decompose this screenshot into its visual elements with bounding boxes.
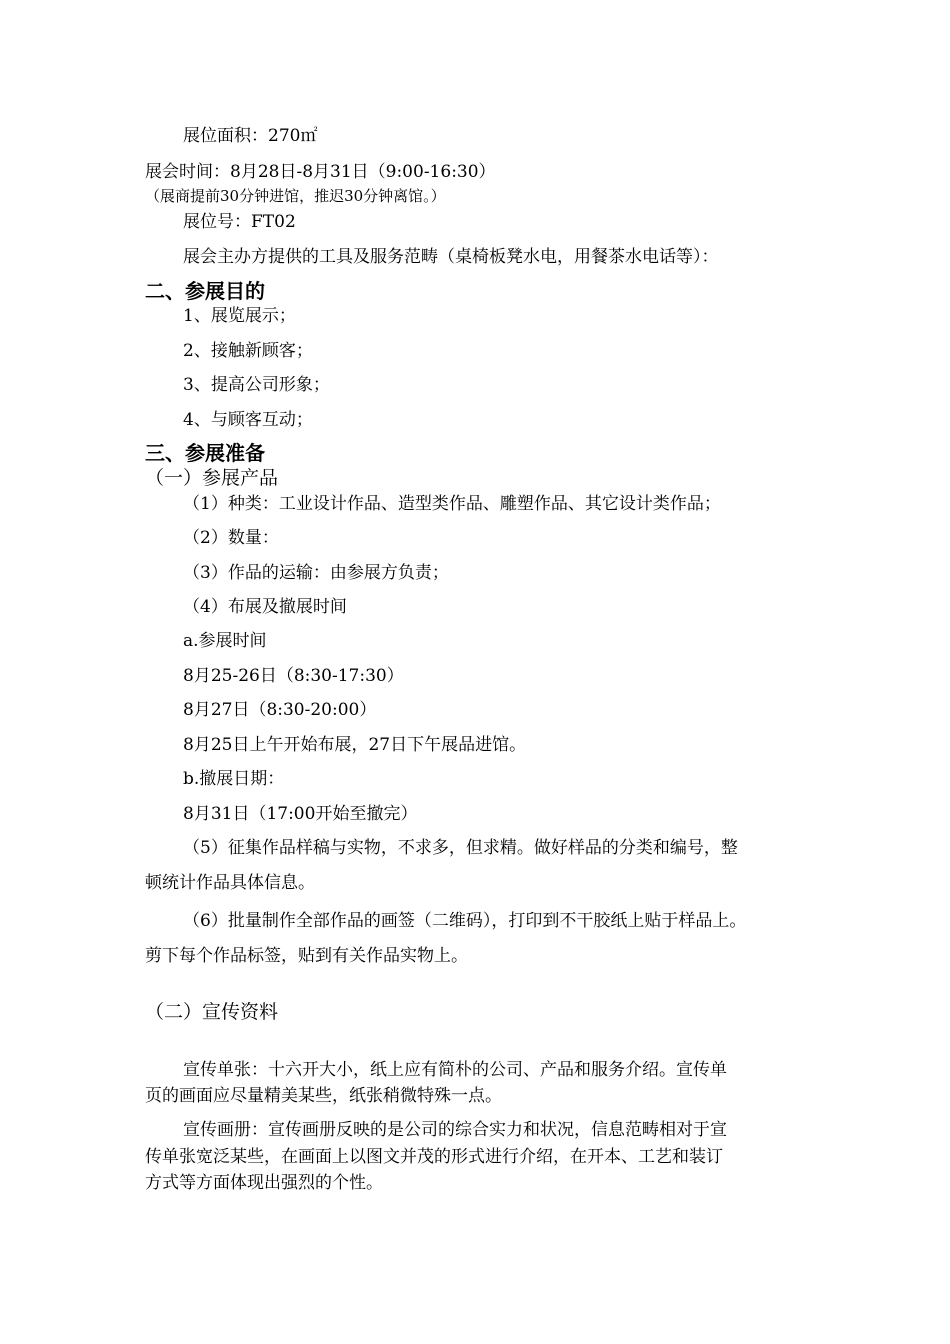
section-heading-preparation: 三、参展准备 [145, 441, 265, 465]
product-item-3: （3）作品的运输：由参展方负责； [183, 563, 449, 583]
exhibit-time-1: 8月25-26日（8:30-17:30） [183, 666, 404, 686]
exhibit-time-label: a.参展时间 [183, 631, 267, 651]
exhibitor-entry-note: （展商提前30分钟进馆，推迟30分钟离馆。） [145, 187, 446, 205]
purpose-item-1: 1、展览展示； [183, 306, 296, 326]
subsection-heading-promotional-materials: （二）宣传资料 [145, 1001, 279, 1023]
purpose-item-2: 2、接触新顾客； [183, 341, 313, 361]
product-item-5-line-1: （5）征集作品样稿与实物，不求多，但求精。做好样品的分类和编号，整 [183, 838, 738, 858]
product-item-6-line-2: 剪下每个作品标签，贴到有关作品实物上。 [145, 946, 468, 966]
product-item-4: （4）布展及撤展时间 [183, 597, 347, 617]
brochure-line-2: 传单张宽泛某些，在画面上以图文并茂的形式进行介绍，在开本、工艺和装订 [145, 1147, 723, 1167]
exhibition-time-line: 展会时间：8月28日-8月31日（9:00-16:30） [145, 162, 496, 182]
brochure-line-3: 方式等方面体现出强烈的个性。 [145, 1173, 383, 1193]
section-heading-purpose: 二、参展目的 [145, 279, 265, 303]
exhibit-time-2: 8月27日（8:30-20:00） [183, 700, 377, 720]
product-item-5-line-2: 顿统计作品具体信息。 [145, 873, 315, 893]
subsection-heading-products: （一）参展产品 [145, 467, 279, 489]
product-item-1: （1）种类：工业设计作品、造型类作品、雕塑作品、其它设计类作品； [183, 494, 721, 514]
teardown-date: 8月31日（17:00开始至撤完） [183, 804, 418, 824]
booth-number-line: 展位号：FT02 [183, 212, 296, 232]
teardown-date-label: b.撤展日期： [183, 769, 285, 789]
booth-area-line: 展位面积：270㎡ [183, 126, 318, 146]
purpose-item-4: 4、与顾客互动； [183, 410, 313, 430]
product-item-6-line-1: （6）批量制作全部作品的画签（二维码），打印到不干胶纸上贴于样品上。 [183, 911, 747, 931]
purpose-item-3: 3、提高公司形象； [183, 375, 330, 395]
organizer-services-line: 展会主办方提供的工具及服务范畴（桌椅板凳水电，用餐茶水电话等）： [183, 247, 719, 267]
flyer-line-1: 宣传单张：十六开大小，纸上应有简朴的公司、产品和服务介绍。宣传单 [183, 1060, 727, 1080]
setup-note: 8月25日上午开始布展，27日下午展品进馆。 [183, 735, 527, 755]
brochure-line-1: 宣传画册：宣传画册反映的是公司的综合实力和状况，信息范畴相对于宣 [183, 1120, 727, 1140]
product-item-2: （2）数量： [183, 528, 279, 548]
flyer-line-2: 页的画面应尽量精美某些，纸张稍微特殊一点。 [145, 1086, 502, 1106]
